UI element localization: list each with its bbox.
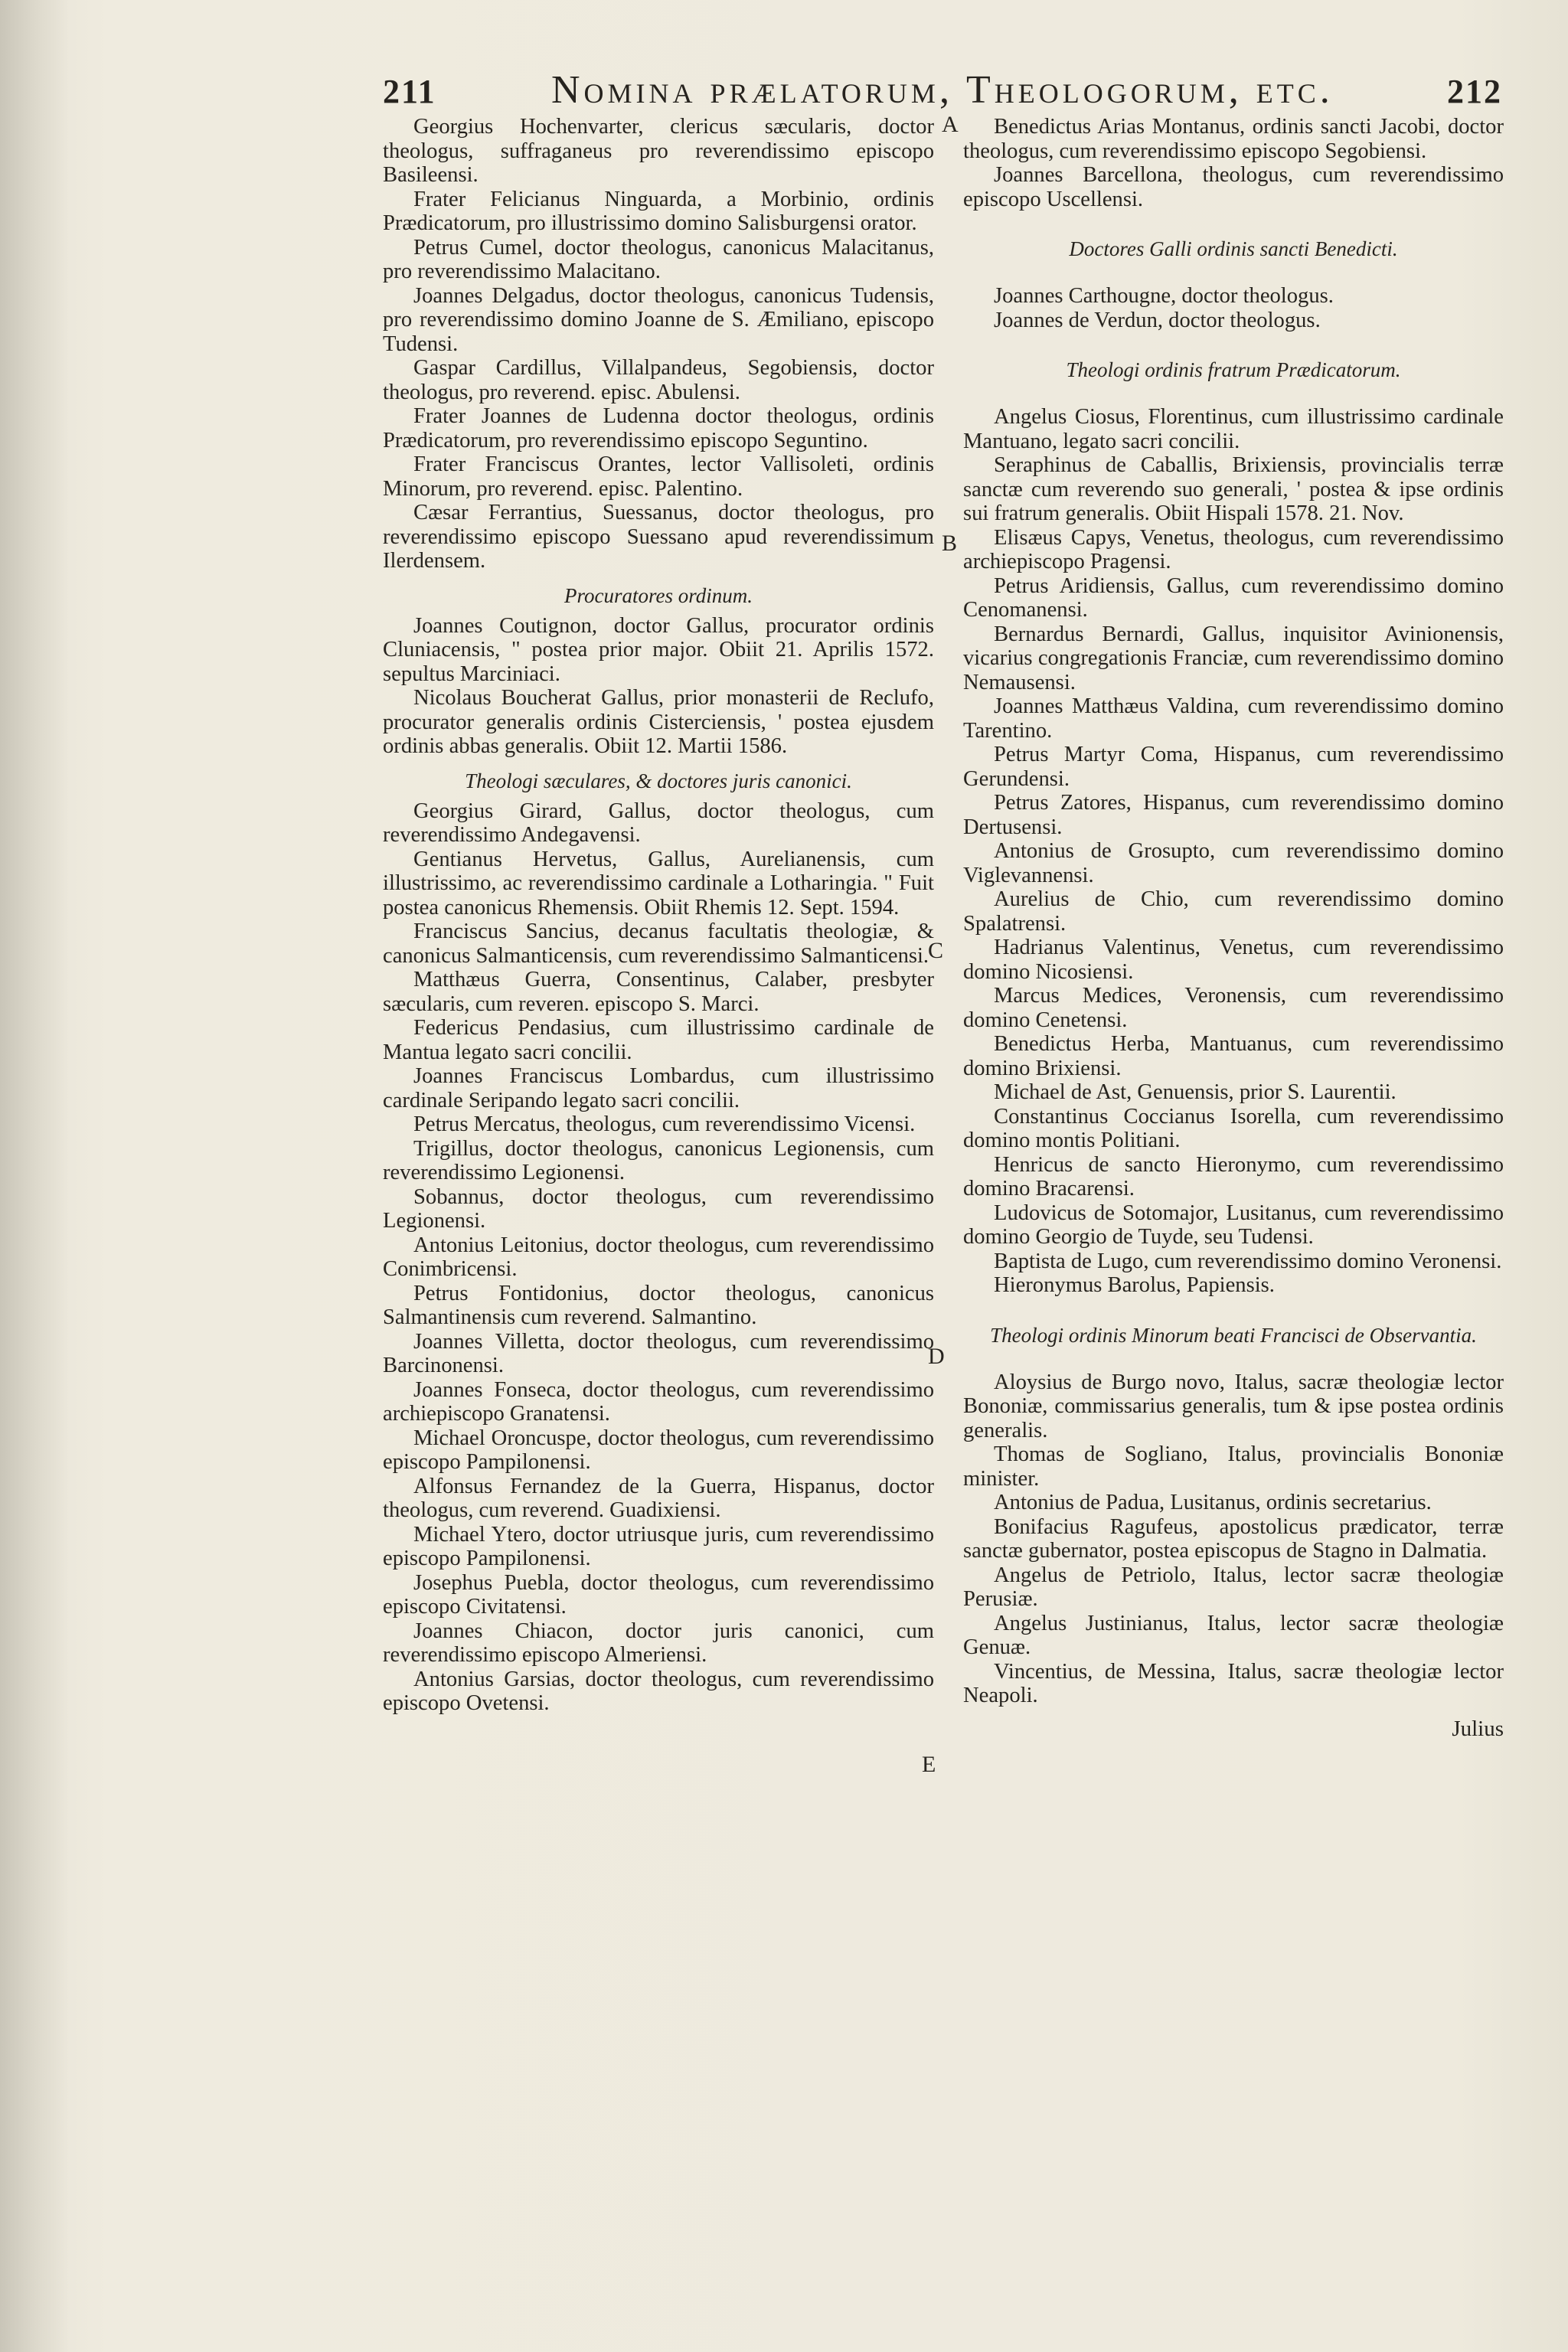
name-entry: Petrus Martyr Coma, Hispanus, cum reverendissimo Gerundensi. [963,743,1504,791]
name-entry: Marcus Medices, Veronensis, cum reverendissimo domino Cenetensi. [963,984,1504,1032]
name-entry: Angelus de Petriolo, Italus, lector sacræ theologiæ Perusiæ. [963,1563,1504,1611]
name-entry: Joannes Matthæus Valdina, cum reverendissimo domino Tarentino. [963,694,1504,743]
name-entry: Franciscus Sancius, decanus facultatis theologiæ, & canonicus Salmanticensis, cum reverendissimo Salmanticensi. [383,920,934,968]
name-entry: Cæsar Ferrantius, Suessanus, doctor theologus, pro reverendissimo episcopo Suessano apud reverendissimum Ilerdensem. [383,501,934,573]
name-entry: Antonius de Grosupto, cum reverendissimo domino Viglevannensi. [963,839,1504,887]
name-entry: Federicus Pendasius, cum illustrissimo cardinale de Mantua legato sacri concilii. [383,1016,934,1064]
name-entry: Benedictus Arias Montanus, ordinis sancti Jacobi, doctor theologus, cum reverendissimo episcopo Segobiensi. [963,115,1504,163]
name-entry: Benedictus Herba, Mantuanus, cum reverendissimo domino Brixiensi. [963,1032,1504,1080]
name-entry: Frater Felicianus Ninguarda, a Morbinio, ordinis Prædicatorum, pro illustrissimo domino Salisburgensi orator. [383,187,934,235]
name-entry: Trigillus, doctor theologus, canonicus Legionensis, cum reverendissimo Legionensi. [383,1136,934,1184]
name-entry: Hadrianus Valentinus, Venetus, cum reverendissimo domino Nicosiensi. [963,936,1504,984]
page-gutter-shadow [0,0,69,2352]
name-entry: Petrus Fontidonius, doctor theologus, canonicus Salmantinensis cum reverend. Salmantino. [383,1281,934,1329]
name-entry: Frater Franciscus Orantes, lector Vallisoleti, ordinis Minorum, pro reverend. episc. Palentino. [383,452,934,501]
name-entry: Seraphinus de Caballis, Brixiensis, provincialis terræ sanctæ cum reverendo suo generali, ' postea & ipse ordinis sui fratrum generalis. Obiit Hispali 1578. 21. Nov. [963,453,1504,525]
name-entry: Petrus Aridiensis, Gallus, cum reverendissimo domino Cenomanensi. [963,573,1504,622]
name-entry: Georgius Girard, Gallus, doctor theologus, cum reverendissimo Andegavensi. [383,799,934,847]
section-marker-d: D [928,1344,945,1369]
name-entry: Thomas de Sogliano, Italus, provincialis Bononiæ minister. [963,1442,1504,1491]
name-entry: Bernardus Bernardi, Gallus, inquisitor Avinionensis, vicarius congregationis Franciæ, cum reverendissimo domino Nemausensi. [963,622,1504,694]
section-marker-b: B [942,531,958,556]
name-entry: Nicolaus Boucherat Gallus, prior monasterii de Reclufo, procurator generalis ordinis Cisterciensis, ' postea ejusdem ordinis abbas generalis. Obiit 12. Martii 1586. [383,686,934,758]
left-column [383,115,934,1716]
name-entry: Ludovicus de Sotomajor, Lusitanus, cum reverendissimo domino Georgio de Tuyde, seu Tudensi. [963,1200,1504,1249]
right-column [963,115,1504,1763]
section-marker-a: A [942,112,959,137]
name-entry: Petrus Zatores, Hispanus, cum reverendissimo domino Dertusensi. [963,791,1504,839]
section-heading: Procuratores ordinum. [564,583,753,607]
page-number-left: 211 [383,73,436,110]
name-entry: Joannes de Verdun, doctor theologus. [994,308,1321,332]
name-entry: Petrus Cumel, doctor theologus, canonicus Malacitanus, pro reverendissimo Malacitano. [383,235,934,283]
section-heading: Theologi ordinis fratrum Prædicatorum. [1066,358,1401,381]
name-entry: Matthæus Guerra, Consentinus, Calaber, presbyter sæcularis, cum reveren. episcopo S. Marci. [383,968,934,1016]
name-entry: Sobannus, doctor theologus, cum reverendissimo Legionensi. [383,1184,934,1233]
name-entry: Angelus Ciosus, Florentinus, cum illustrissimo cardinale Mantuano, legato sacri concilii. [963,405,1504,453]
name-entry: Aloysius de Burgo novo, Italus, sacræ theologiæ lector Bononiæ, commissarius generalis, tum & ipse postea ordinis generalis. [963,1370,1504,1442]
name-entry: Joannes Chiacon, doctor juris canonici, cum reverendissimo episcopo Almeriensi. [383,1619,934,1667]
name-entry: Petrus Mercatus, theologus, cum reverendissimo Vicensi. [413,1112,916,1136]
name-entry: Angelus Justinianus, Italus, lector sacræ theologiæ Genuæ. [963,1611,1504,1659]
name-entry: Joannes Fonseca, doctor theologus, cum reverendissimo archiepiscopo Granatensi. [383,1377,934,1426]
name-entry: Joannes Villetta, doctor theologus, cum reverendissimo Barcinonensi. [383,1329,934,1377]
name-entry: Gentianus Hervetus, Gallus, Aurelianensis, cum illustrissimo, ac reverendissimo cardinale a Lotharingia. " Fuit postea canonicus Rhemensis. Obiit Rhemis 12. Sept. 1594. [383,847,934,920]
name-entry: Antonius Garsias, doctor theologus, cum reverendissimo episcopo Ovetensi. [383,1667,934,1715]
name-entry: Michael Ytero, doctor utriusque juris, cum reverendissimo episcopo Pampilonensi. [383,1522,934,1570]
name-entry: Antonius Leitonius, doctor theologus, cum reverendissimo Conimbricensi. [383,1233,934,1281]
name-entry: Joannes Carthougne, doctor theologus. [994,284,1334,308]
section-marker-c: C [928,938,944,963]
name-entry: Michael de Ast, Genuensis, prior S. Laurentii. [994,1080,1396,1104]
name-entry: Constantinus Coccianus Isorella, cum reverendissimo domino montis Politiani. [963,1104,1504,1152]
catchword: Julius [1452,1716,1504,1741]
name-entry: Henricus de sancto Hieronymo, cum reverendissimo domino Bracarensi. [963,1152,1504,1200]
name-entry: Georgius Hochenvarter, clericus sæcularis, doctor theologus, suffraganeus pro reverendissimo episcopo Basileensi. [383,115,934,187]
running-title: Nomina prælatorum, Theologorum, etc. [551,68,1334,112]
section-heading: Theologi sæculares, & doctores juris canonici. [465,769,852,792]
name-entry: Bonifacius Ragufeus, apostolicus prædicator, terræ sanctæ gubernator, postea episcopus de Stagno in Dalmatia. [963,1514,1504,1563]
section-heading: Theologi ordinis Minorum beati Francisci de Observantia. [990,1323,1477,1347]
name-entry: Hieronymus Barolus, Papiensis. [994,1273,1275,1297]
name-entry: Frater Joannes de Ludenna doctor theologus, ordinis Prædicatorum, pro reverendissimo episcopo Seguntino. [383,404,934,452]
section-heading: Doctores Galli ordinis sancti Benedicti. [1069,237,1398,260]
name-entry: Vincentius, de Messina, Italus, sacræ theologiæ lector Neapoli. [963,1659,1504,1707]
name-entry: Joannes Coutignon, doctor Gallus, procurator ordinis Cluniacensis, " postea prior major. Obiit 21. Aprilis 1572. sepultus Marciniaci. [383,613,934,686]
section-marker-e: E [922,1752,936,1777]
name-entry: Antonius de Padua, Lusitanus, ordinis secretarius. [994,1491,1432,1514]
page-number-right: 212 [1447,73,1502,110]
name-entry: Joannes Franciscus Lombardus, cum illustrissimo cardinale Seripando legato sacri concilii. [383,1064,934,1112]
name-entry: Joannes Delgadus, doctor theologus, canonicus Tudensis, pro reverendissimo domino Joanne de S. Æmiliano, episcopo Tudensi. [383,283,934,356]
name-entry: Elisæus Capys, Venetus, theologus, cum reverendissimo archiepiscopo Pragensi. [963,525,1504,573]
name-entry: Michael Oroncuspe, doctor theologus, cum reverendissimo episcopo Pampilonensi. [383,1426,934,1474]
name-entry: Joannes Barcellona, theologus, cum reverendissimo episcopo Uscellensi. [963,163,1504,211]
name-entry: Alfonsus Fernandez de la Guerra, Hispanus, doctor theologus, cum reverend. Guadixiensi. [383,1474,934,1522]
name-entry: Aurelius de Chio, cum reverendissimo domino Spalatrensi. [963,887,1504,936]
name-entry: Baptista de Lugo, cum reverendissimo domino Veronensi. [994,1249,1502,1273]
name-entry: Josephus Puebla, doctor theologus, cum reverendissimo episcopo Civitatensi. [383,1570,934,1619]
name-entry: Gaspar Cardillus, Villalpandeus, Segobiensis, doctor theologus, pro reverend. episc. Abulensi. [383,356,934,404]
